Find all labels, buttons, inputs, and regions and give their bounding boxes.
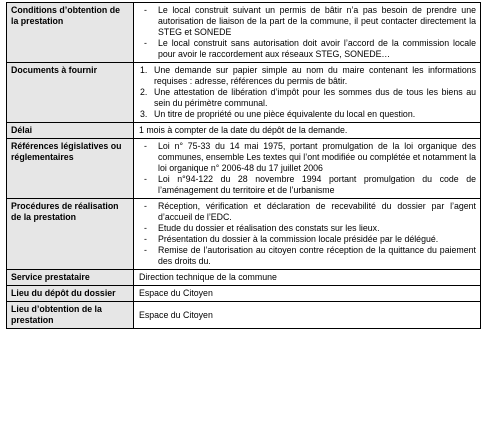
- dash-bullet-icon: -: [144, 38, 147, 48]
- row-value: [134, 286, 481, 302]
- dash-bullet-icon: -: [144, 201, 147, 211]
- list-item-text: Etude du dossier et réalisation des constats sur les lieux.: [158, 223, 380, 233]
- dash-bullet-icon: -: [144, 5, 147, 15]
- list-item: [138, 201, 476, 223]
- list-item-text: Loi n°94-122 du 28 novembre 1994 portant promulgation du code de l’aménagement du territoire et de l’urbanisme: [158, 174, 476, 195]
- list-item-text: Remise de l’autorisation au citoyen contre réception de la quittance du paiement des droits du.: [158, 245, 476, 266]
- dash-bullet-icon: -: [144, 234, 147, 244]
- dash-bullet-icon: -: [144, 174, 147, 184]
- list-item: [138, 5, 476, 38]
- table-row-lieu-depot: [7, 286, 481, 302]
- list-item: [138, 141, 476, 174]
- row-label: Lieu du dépôt du dossier: [7, 286, 134, 302]
- row-content: [134, 199, 481, 270]
- row-value-text: 1 mois à compter de la date du dépôt de la demande.: [139, 125, 348, 135]
- row-label: Service prestataire: [7, 270, 134, 286]
- table-row-procedures: [7, 199, 481, 270]
- list-item: [138, 245, 476, 267]
- list-item-text: Réception, vérification et déclaration de recevabilité du dossier par l’agent d’accueil de l’EDC.: [158, 201, 476, 222]
- list-item: [138, 223, 476, 234]
- row-label: Procédures de réalisation de la prestation: [7, 199, 134, 270]
- table-row-documents: [7, 63, 481, 123]
- table-row-lieu-obtention: [7, 302, 481, 329]
- table-row-delai: [7, 123, 481, 139]
- row-value-text: Direction technique de la commune: [139, 272, 277, 282]
- table-row-references: [7, 139, 481, 199]
- row-label: Références législatives ou réglementaires: [7, 139, 134, 199]
- row-label: Lieu d’obtention de la prestation: [7, 302, 134, 329]
- list-item: [138, 65, 476, 87]
- row-value-text: Espace du Citoyen: [139, 309, 213, 320]
- list-item: [138, 234, 476, 245]
- list-item-text: Présentation du dossier à la commission locale présidée par le délégué.: [158, 234, 439, 244]
- row-value: [134, 270, 481, 286]
- dash-bullet-icon: -: [144, 223, 147, 233]
- list-item-text: Loi n° 75-33 du 14 mai 1975, portant promulgation de la loi organique des communes, ensemble Les textes qui l’ont modifiée ou complétée et notamment la loi organique n° 2006-48 du 17 juillet 2006: [158, 141, 476, 173]
- list-number: 3.: [140, 109, 148, 119]
- list-item-text: Un titre de propriété ou une pièce équivalente du local en question.: [154, 109, 416, 119]
- table-row-service: [7, 270, 481, 286]
- row-content: [134, 139, 481, 199]
- list-item-text: Le local construit sans autorisation doit avoir l’accord de la commission locale pour avoir le raccordement aux réseaux STEG, SONEDE…: [158, 38, 476, 59]
- list-item: [138, 174, 476, 196]
- row-label: Conditions d’obtention de la prestation: [7, 3, 134, 63]
- list-number: 2.: [140, 87, 148, 97]
- table-row-conditions: [7, 3, 481, 63]
- list-item-text: Une attestation de libération d’impôt pour les sommes dus de tous les biens au sein du périmètre communal.: [154, 87, 476, 108]
- list-item-text: Une demande sur papier simple au nom du maire contenant les informations requises : adresse, références du permis de bâtir.: [154, 65, 476, 86]
- list-item-text: Le local construit suivant un permis de bâtir n’a pas besoin de prendre une autorisation de liaison de la part de la commune, il peut contacter directement la STEG et SONEDE: [158, 5, 476, 37]
- row-value-text: Espace du Citoyen: [139, 288, 213, 298]
- service-info-table: [6, 2, 481, 329]
- row-label: Délai: [7, 123, 134, 139]
- dash-bullet-icon: -: [144, 245, 147, 255]
- row-content: [134, 3, 481, 63]
- list-number: 1.: [140, 65, 148, 75]
- list-item: [138, 87, 476, 109]
- row-value: [134, 123, 481, 139]
- row-value: [134, 302, 481, 329]
- dash-bullet-icon: -: [144, 141, 147, 151]
- row-label: Documents à fournir: [7, 63, 134, 123]
- row-content: [134, 63, 481, 123]
- list-item: [138, 109, 476, 120]
- list-item: [138, 38, 476, 60]
